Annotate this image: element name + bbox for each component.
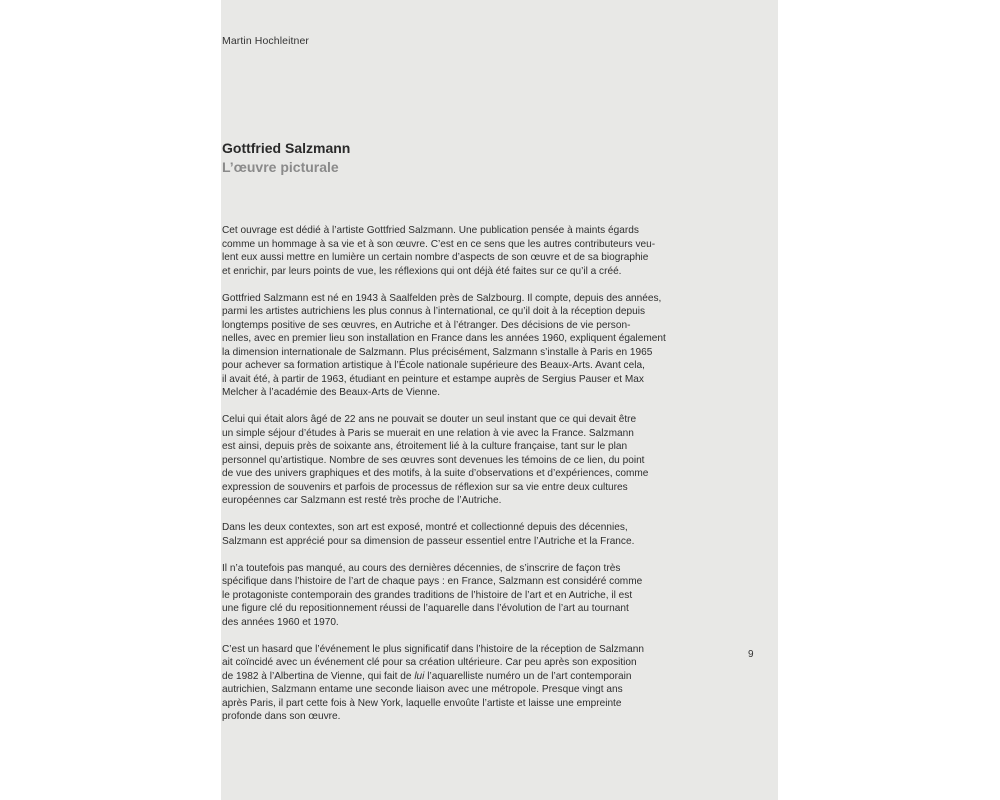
text-line: autrichien, Salzmann entame une seconde liaison avec une métropole. Presque vingt ans	[222, 684, 623, 695]
body-text	[222, 224, 690, 737]
book-page	[221, 0, 778, 800]
text-line: après Paris, il part cette fois à New York, laquelle envoûte l’artiste et laisse une empreinte	[222, 697, 622, 709]
text-line	[222, 670, 690, 684]
page-number: 9	[748, 649, 754, 660]
text-segment: l’aquarelliste numéro un de l’art contemporain	[424, 670, 632, 682]
text-line: spécifique dans l’histoire de l’art de chaque pays : en France, Salzmann est considéré comme	[222, 576, 643, 587]
paragraph-4	[222, 521, 690, 548]
text-line: la dimension internationale de Salzmann. Plus précisément, Salzmann s’installe à Paris en 1965	[222, 346, 653, 358]
text-line: nelles, avec en premier lieu son installation en France dans les années 1960, expliquent également	[222, 333, 666, 344]
italic-word: lui	[414, 670, 425, 682]
text-line: Celui qui était alors âgé de 22 ans ne pouvait se douter un seul instant que ce qui devait être	[222, 414, 637, 425]
text-line: Il n’a toutefois pas manqué, au cours des dernières décennies, de s’inscrire de façon très	[222, 562, 621, 574]
book-title: Gottfried Salzmann	[222, 140, 351, 156]
text-line: le protagoniste contemporain des grandes traditions de l’histoire de l’art et en Autriche, il est	[222, 589, 633, 601]
book-subtitle: L’œuvre picturale	[222, 159, 339, 175]
text-line: européennes car Salzmann est resté très proche de l’Autriche.	[222, 495, 502, 506]
text-line: de vue des univers graphiques et des motifs, à la suite d’observations et d’expériences, comme	[222, 468, 649, 479]
text-line: pour achever sa formation artistique à l’École nationale supérieure des Beaux-Arts. Avant cela,	[222, 360, 645, 371]
text-line: profonde dans son œuvre.	[222, 711, 341, 722]
text-line: est ainsi, depuis près de soixante ans, étroitement lié à la culture française, tant sur le plan	[222, 441, 628, 452]
text-line: parmi les artistes autrichiens les plus connus à l’international, ce qu’il doit à la réception depuis	[222, 306, 646, 317]
paragraph-last	[222, 643, 690, 724]
text-line: Melcher à l’académie des Beaux-Arts de Vienne.	[222, 387, 441, 398]
text-line: C’est un hasard que l’événement le plus significatif dans l’histoire de la réception de Salzmann	[222, 643, 644, 655]
text-line: Salzmann est apprécié pour sa dimension de passeur essentiel entre l’Autriche et la France.	[222, 535, 635, 547]
text-line: et enrichir, par leurs points de vue, les réflexions qui ont déjà été faites sur ce qu’il a créé.	[222, 265, 622, 277]
paragraph-1	[222, 224, 690, 278]
text-line: un simple séjour d’études à Paris se muerait en une relation à vie avec la France. Salzmann	[222, 427, 634, 439]
text-line: personnel qu’artistique. Nombre de ses œuvres sont devenues les témoins de ce lien, du point	[222, 454, 645, 466]
paragraph-5	[222, 562, 690, 630]
text-line: longtemps positive de ses œuvres, en Autriche et à l’étranger. Des décisions de vie person-	[222, 319, 631, 331]
paragraph-3	[222, 413, 690, 508]
paragraph-group	[222, 224, 690, 629]
paragraph-2	[222, 292, 690, 400]
text-line: Cet ouvrage est dédié à l’artiste Gottfried Salzmann. Une publication pensée à maints égards	[222, 225, 639, 236]
text-segment: de 1982 à l’Albertina de Vienne, qui fait de	[222, 670, 415, 682]
text-line: une figure clé du repositionnement réussi de l’aquarelle dans l’évolution de l’art au tournant	[222, 603, 629, 614]
text-line: il avait été, à partir de 1963, étudiant en peinture et estampe auprès de Sergius Pauser et Max	[222, 373, 644, 385]
text-line: comme un hommage à sa vie et à son œuvre. C’est en ce sens que les autres contributeurs veu-	[222, 238, 656, 250]
text-line: ait coïncidé avec un événement clé pour sa création ultérieure. Car peu après son exposition	[222, 657, 637, 668]
text-line: lent eux aussi mettre en lumière un certain nombre d’aspects de son œuvre et de sa biographie	[222, 252, 649, 263]
author-name: Martin Hochleitner	[222, 35, 309, 47]
text-line: Gottfried Salzmann est né en 1943 à Saalfelden près de Salzbourg. Il compte, depuis des années,	[222, 292, 662, 304]
text-line: expression de souvenirs et parfois de processus de réflexion sur sa vie entre deux cultures	[222, 481, 628, 493]
text-line: des années 1960 et 1970.	[222, 616, 339, 628]
text-line: Dans les deux contextes, son art est exposé, montré et collectionné depuis des décennies,	[222, 522, 628, 533]
